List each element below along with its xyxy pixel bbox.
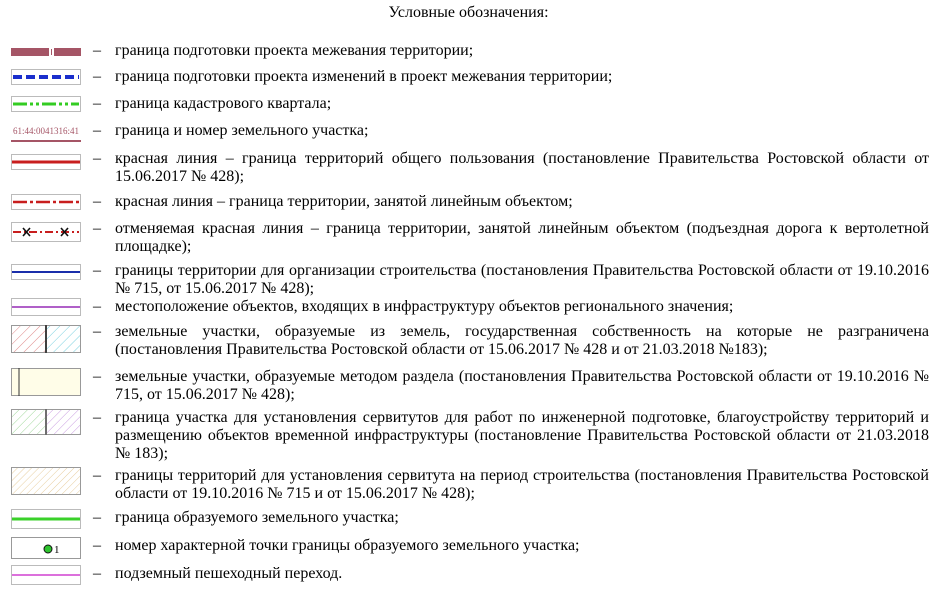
legend-dash: – [93, 467, 101, 484]
legend-dash: – [93, 537, 101, 554]
legend-text: местоположение объектов, входящих в инфраструктуру объектов регионального значения; [115, 298, 734, 315]
regional-infrastructure-symbol [11, 298, 81, 316]
legend-text: земельные участки, образуемые методом раздела (постановления Правительства Ростовской области от 19.10.2016 № 715, от 15.06.2017 № 428); [115, 368, 929, 403]
red-line-linear-object-symbol [11, 194, 81, 210]
servitude-engineering-symbol [11, 409, 81, 435]
legend-dash: – [93, 122, 101, 139]
legend-dash: – [93, 95, 101, 112]
legend-text: граница подготовки проекта изменений в проект межевания территории; [115, 68, 613, 85]
legend-text: красная линия – граница территории, занятой линейным объектом; [115, 193, 573, 210]
legend-dash: – [93, 220, 101, 237]
legend-text: граница образуемого земельного участка; [115, 509, 399, 526]
legend-dash: – [93, 565, 101, 582]
legend-dash: – [93, 42, 101, 59]
boundary-point-number-symbol [11, 537, 81, 559]
legend-text: отменяемая красная линия – граница территории, занятой линейным объектом (подъездная дорога к вертолетной площадке); [115, 220, 929, 255]
parcel-boundary-symbol [11, 122, 81, 144]
legend-dash: – [93, 298, 101, 315]
cancelled-red-line-symbol [11, 222, 81, 242]
legend-dash: – [93, 323, 101, 340]
legend-title: Условные обозначения: [388, 4, 549, 21]
legend-dash: – [93, 193, 101, 210]
survey-project-boundary-symbol [11, 45, 81, 59]
new-parcel-boundary-symbol [11, 509, 81, 529]
legend-text: красная линия – граница территорий общего пользования (постановление Правительства Ростовской области от 15.06.2017 № 428); [115, 150, 929, 185]
parcel-number-sample: 61:44:0041316:41 [13, 126, 80, 136]
servitude-construction-period-symbol [11, 467, 81, 495]
legend-dash: – [93, 262, 101, 279]
legend-text: граница подготовки проекта межевания территории; [115, 42, 474, 59]
legend-text: граница кадастрового квартала; [115, 95, 332, 112]
red-line-public-symbol [11, 154, 81, 170]
point-number-sample: 1 [54, 544, 60, 556]
legend-dash: – [93, 368, 101, 385]
cadastral-quarter-boundary-symbol [11, 96, 81, 112]
state-land-parcels-symbol [11, 325, 81, 353]
legend-dash: – [93, 509, 101, 526]
survey-changes-boundary-symbol [11, 69, 81, 85]
underground-crossing-symbol [11, 565, 81, 585]
legend-dash: – [93, 150, 101, 167]
legend-dash: – [93, 409, 101, 426]
legend-text: границы территорий для установления сервитута на период строительства (постановления Правительства Ростовской области от 19.10.2016 № 715 и от 15.06.2017 № 428); [115, 467, 929, 502]
legend-text: подземный пешеходный переход. [115, 565, 343, 582]
construction-area-boundary-symbol [11, 264, 81, 280]
legend-text: граница участка для установления сервитутов для работ по инженерной подготовке, благоустройству территорий и размещению объектов временной инфраструктуры (постановление Правительства Ростовской области от 21.03.2018 № 183); [115, 409, 929, 462]
legend-text: земельные участки, образуемые из земель, государственная собственность на которые не разграничена (постановления Правительства Ростовской области от 15.06.2017 № 428 и от 21.03.2018 №183); [115, 323, 929, 358]
legend-dash: – [93, 68, 101, 85]
legend-text: границы территории для организации строительства (постановления Правительства Ростовской области от 19.10.2016 № 715, от 15.06.2017 № 428); [115, 262, 929, 297]
legend-text: граница и номер земельного участка; [115, 122, 369, 139]
legend-text: номер характерной точки границы образуемого земельного участка; [115, 537, 580, 554]
division-parcels-symbol [11, 368, 81, 396]
